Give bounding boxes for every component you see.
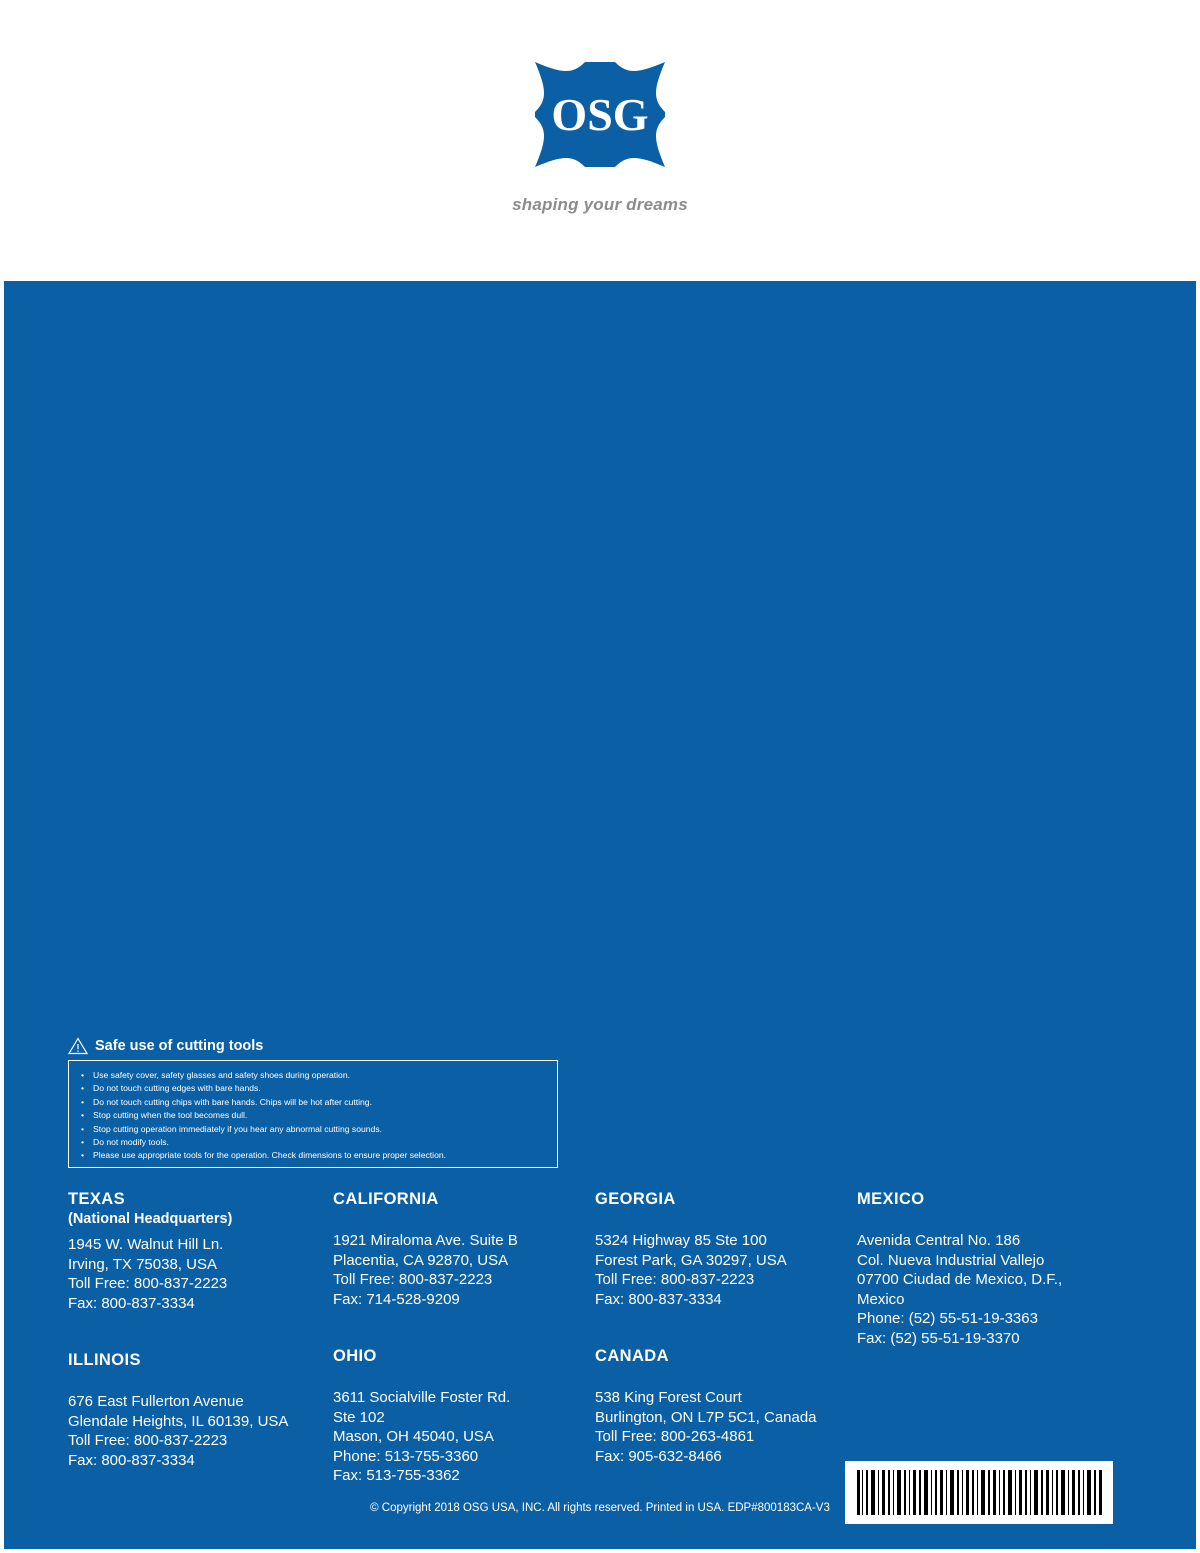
address-line: Glendale Heights, IL 60139, USA xyxy=(68,1412,289,1430)
list-item: • Do not touch cutting edges with bare hands. xyxy=(79,1082,547,1095)
locations-column-2 xyxy=(333,1190,595,1486)
header-band xyxy=(0,0,1200,281)
osg-flower-logo-icon xyxy=(525,52,675,177)
address-line: 07700 Ciudad de Mexico, D.F., xyxy=(857,1271,1063,1288)
heading-spacer xyxy=(857,1211,1137,1231)
address-line: 1945 W. Walnut Hill Ln. xyxy=(68,1236,224,1253)
address-line: Phone: 513-755-3360 xyxy=(333,1447,479,1465)
location-address xyxy=(68,1235,333,1313)
locations-column-3 xyxy=(595,1190,857,1486)
list-item: • Use safety cover, safety glasses and safety shoes during operation. xyxy=(79,1069,547,1082)
column-spacer xyxy=(68,1313,333,1351)
location-block-mexico xyxy=(857,1190,1137,1348)
address-line: Avenida Central No. 186 xyxy=(857,1232,1021,1249)
address-line: 3611 Socialville Foster Rd. xyxy=(333,1389,511,1406)
safety-title-text: Safe use of cutting tools xyxy=(95,1038,264,1054)
location-address xyxy=(333,1388,595,1486)
location-address xyxy=(857,1231,1137,1348)
location-subtitle: (National Headquarters) xyxy=(68,1211,233,1227)
column-spacer xyxy=(333,1309,595,1347)
office-locations xyxy=(68,1190,1138,1486)
address-line: Fax: 905-632-8466 xyxy=(595,1447,722,1465)
address-line: Mason, OH 45040, USA xyxy=(333,1428,494,1445)
address-line: Toll Free: 800-263-4861 xyxy=(595,1428,755,1445)
address-line: Toll Free: 800-837-2223 xyxy=(595,1271,755,1288)
heading-spacer xyxy=(68,1372,333,1392)
list-item: • Stop cutting when the tool becomes dull. xyxy=(79,1109,547,1122)
address-line: Forest Park, GA 30297, USA xyxy=(595,1251,787,1269)
heading-spacer xyxy=(333,1211,595,1231)
locations-column-1 xyxy=(68,1190,333,1486)
barcode-container xyxy=(845,1461,1113,1524)
address-line: Toll Free: 800-837-2223 xyxy=(68,1275,228,1292)
tagline-text: shaping your dreams xyxy=(512,195,688,214)
address-line: Irving, TX 75038, USA xyxy=(68,1255,217,1273)
address-line: 1921 Miraloma Ave. Suite B xyxy=(333,1232,518,1249)
address-line: Mexico xyxy=(857,1290,905,1308)
address-line: Ste 102 xyxy=(333,1408,385,1426)
location-name: TEXAS xyxy=(68,1190,126,1208)
location-name: CANADA xyxy=(595,1347,669,1365)
address-line: Phone: (52) 55-51-19-3363 xyxy=(857,1310,1038,1327)
address-line: 538 King Forest Court xyxy=(595,1389,742,1406)
location-name: GEORGIA xyxy=(595,1190,676,1208)
location-name: ILLINOIS xyxy=(68,1351,141,1369)
address-line: Toll Free: 800-837-2223 xyxy=(68,1432,228,1449)
list-item: • Do not touch cutting chips with bare hands. Chips will be hot after cutting. xyxy=(79,1096,547,1109)
location-address xyxy=(595,1388,857,1466)
safety-section-heading xyxy=(68,1037,263,1055)
safety-list xyxy=(79,1069,547,1163)
location-block-ohio xyxy=(333,1347,595,1486)
osg-logo-text: OSG xyxy=(551,89,649,140)
address-line: Toll Free: 800-837-2223 xyxy=(333,1271,493,1288)
location-address xyxy=(595,1231,857,1309)
safety-instructions-box xyxy=(68,1060,558,1168)
address-line: Col. Nueva Industrial Vallejo xyxy=(857,1251,1045,1269)
address-line: Fax: 800-837-3334 xyxy=(68,1451,195,1469)
address-line: Fax: 513-755-3362 xyxy=(333,1467,460,1484)
list-item: • Please use appropriate tools for the operation. Check dimensions to ensure proper selection. xyxy=(79,1149,547,1162)
list-item: • Stop cutting operation immediately if you hear any abnormal cutting sounds. xyxy=(79,1123,547,1136)
address-line: 676 East Fullerton Avenue xyxy=(68,1393,244,1410)
heading-spacer xyxy=(595,1211,857,1231)
address-line: Fax: (52) 55-51-19-3370 xyxy=(857,1329,1020,1347)
bottom-white-strip xyxy=(0,1549,1200,1553)
address-line: Fax: 714-528-9209 xyxy=(333,1290,460,1308)
address-line: Fax: 800-837-3334 xyxy=(595,1290,722,1308)
heading-spacer xyxy=(595,1368,857,1388)
location-address xyxy=(68,1392,333,1470)
location-block-canada xyxy=(595,1347,857,1466)
warning-triangle-icon xyxy=(68,1037,88,1055)
list-item: • Do not modify tools. xyxy=(79,1136,547,1149)
address-line: 5324 Highway 85 Ste 100 xyxy=(595,1232,767,1249)
location-name: MEXICO xyxy=(857,1190,925,1208)
location-block-georgia xyxy=(595,1190,857,1309)
location-block-california xyxy=(333,1190,595,1309)
location-block-texas xyxy=(68,1190,333,1313)
location-block-illinois xyxy=(68,1351,333,1470)
location-name: CALIFORNIA xyxy=(333,1190,439,1208)
heading-spacer xyxy=(333,1368,595,1388)
address-line: Burlington, ON L7P 5C1, Canada xyxy=(595,1408,817,1426)
copyright-text: © Copyright 2018 OSG USA, INC. All rights reserved. Printed in USA. EDP#800183CA-V3 xyxy=(370,1502,830,1514)
address-line: Placentia, CA 92870, USA xyxy=(333,1251,509,1269)
location-name: OHIO xyxy=(333,1347,377,1365)
location-address xyxy=(333,1231,595,1309)
column-spacer xyxy=(595,1309,857,1347)
address-line: Fax: 800-837-3334 xyxy=(68,1294,195,1312)
locations-column-4 xyxy=(857,1190,1137,1486)
